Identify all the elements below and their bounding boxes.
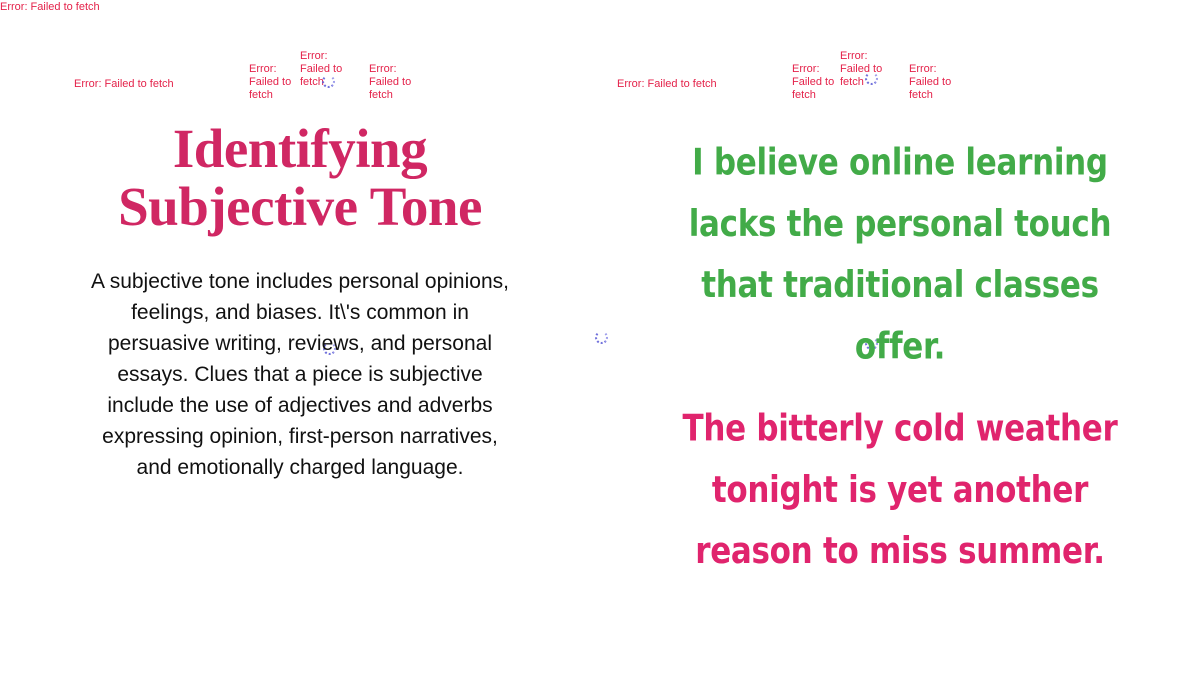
quote-block-green <box>600 132 1200 368</box>
error-label: Error: Failed to fetch <box>840 50 886 88</box>
error-label: Error: Failed to fetch <box>617 78 717 90</box>
error-label: Error: Failed to fetch <box>909 63 955 101</box>
error-label: Error: Failed to fetch <box>249 63 295 101</box>
error-label: Error: Failed to fetch <box>792 63 838 101</box>
left-panel <box>0 120 600 483</box>
page-title-line-1: Identifying <box>172 118 428 179</box>
error-label: Error: Failed to fetch <box>300 50 346 88</box>
error-label: Error: Failed to fetch <box>369 63 415 101</box>
error-label: Error: Failed to fetch <box>0 1 100 13</box>
error-label: Error: Failed to fetch <box>74 78 174 90</box>
loading-spinner-icon <box>322 75 335 88</box>
quote-text: The bitterly cold weather tonight is yet another reason to miss summer. <box>682 407 1118 573</box>
loading-spinner-icon <box>865 72 878 85</box>
page-title-line-2: Subjective Tone <box>118 176 482 237</box>
page-title <box>0 120 600 236</box>
quote-block-pink <box>600 398 1200 573</box>
body-paragraph: A subjective tone includes personal opinions, feelings, and biases. It\'s common in persuasive writing, reviews, and personal essays. Clues that a piece is subjective include the use of adjectives and adverbs expressing opinion, first-person narratives, and emotionally charged language. <box>91 270 509 479</box>
quote-text: I believe online learning lacks the personal touch that traditional classes offer. <box>688 141 1112 368</box>
